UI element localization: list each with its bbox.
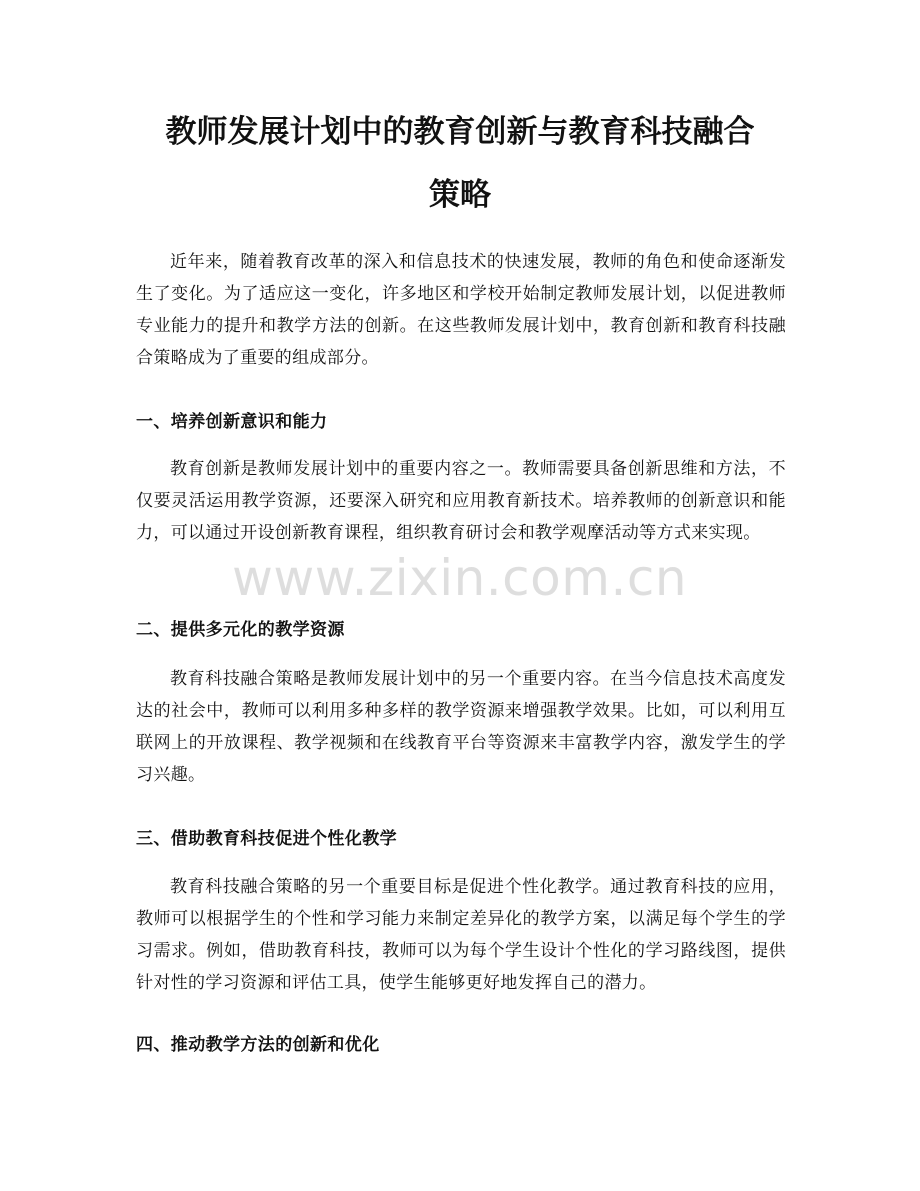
section-heading-2: 二、提供多元化的教学资源 — [136, 620, 345, 640]
section-paragraph-1: 教育创新是教师发展计划中的重要内容之一。教师需要具备创新思维和方法，不仅要灵活运用教学资源，还要深入研究和应用教育新技术。培养教师的创新意识和能力，可以通过开设创新教育课程，组织教育研讨会和教学观摩活动等方式来实现。 — [136, 459, 786, 543]
section-heading-1: 一、培养创新意识和能力 — [136, 412, 328, 432]
section-heading-3: 三、借助教育科技促进个性化教学 — [136, 829, 397, 849]
section-heading-4: 四、推动教学方法的创新和优化 — [136, 1035, 380, 1055]
section-paragraph-3: 教育科技融合策略的另一个重要目标是促进个性化教学。通过教育科技的应用，教师可以根据学生的个性和学习能力来制定差异化的教学方案，以满足每个学生的学习需求。例如，借助教育科技，教师可以为每个学生设计个性化的学习路线图，提供针对性的学习资源和评估工具，使学生能够更好地发挥自己的潜力。 — [136, 877, 786, 993]
intro-paragraph: 近年来，随着教育改革的深入和信息技术的快速发展，教师的角色和使命逐渐发生了变化。为了适应这一变化，许多地区和学校开始制定教师发展计划，以促进教师专业能力的提升和教学方法的创新。在这些教师发展计划中，教育创新和教育科技融合策略成为了重要的组成部分。 — [136, 252, 786, 368]
section-paragraph-2: 教育科技融合策略是教师发展计划中的另一个重要内容。在当今信息技术高度发达的社会中，教师可以利用多种多样的教学资源来增强教学效果。比如，可以利用互联网上的开放课程、教学视频和在线教育平台等资源来丰富教学内容，激发学生的学习兴趣。 — [136, 669, 786, 785]
document-title-line-1: 教师发展计划中的教育创新与教育科技融合 — [165, 114, 755, 150]
watermark: www.zixin.com.cn — [232, 549, 688, 607]
document-title-line-2: 策略 — [429, 177, 491, 213]
